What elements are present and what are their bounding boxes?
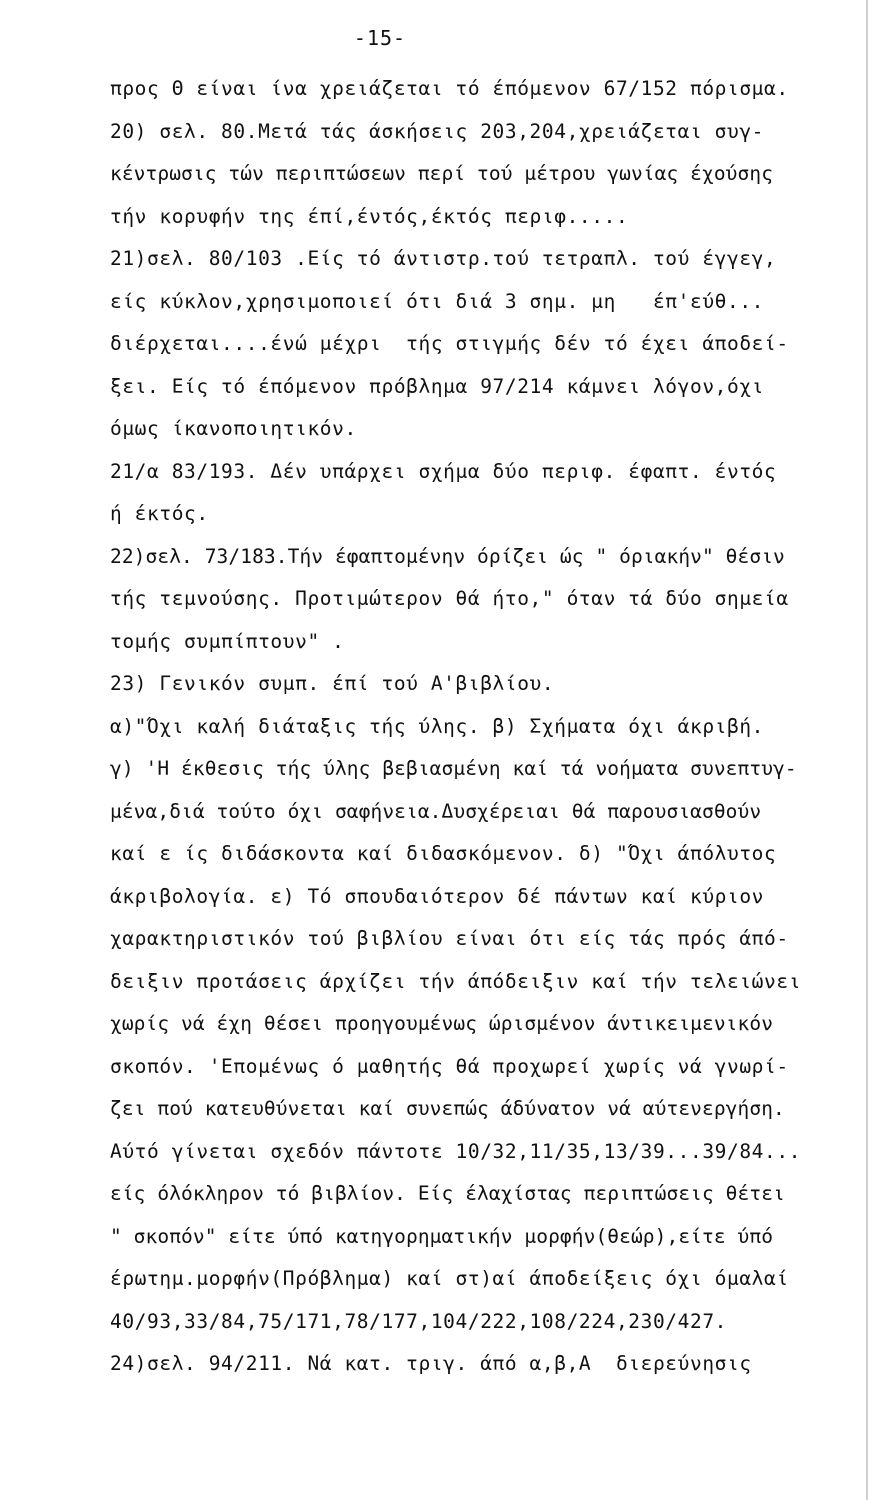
text-line: κέντρωσις τών περιπτώσεων περί τού μέτρου γωνίας έχούσης	[110, 162, 774, 185]
text-line: 24)σελ. 94/211. Νά κατ. τριγ. άπό α,β,Α διερεύνησις	[110, 1352, 752, 1375]
text-line: όμως ίκανοποιητικόν.	[110, 417, 357, 440]
text-line: γ) 'Η έκθεσις τής ύλης βεβιασμένη καί τά νοήματα συνεπτυγ-	[110, 757, 797, 780]
text-line: 21/α 83/193. Δέν υπάρχει σχήμα δύο περιφ. έφαπτ. έντός	[110, 459, 777, 483]
text-line: ζει πού κατευθύνεται καί συνεπώς άδύνατον νά αύτενεργήση.	[110, 1097, 785, 1120]
text-line: " σκοπόν" είτε ύπό κατηγορηματικήν μορφήν(θεώρ),είτε ύπό	[110, 1224, 774, 1248]
text-line: ξει. Είς τό έπόμενον πρόβλημα 97/214 κάμνει λόγον,όχι	[110, 374, 765, 398]
text-line: 22)σελ. 73/183.Τήν έφαπτομένην όρίζει ώς " όριακήν" θέσιν	[110, 544, 785, 568]
text-line: προς Θ είναι ίνα χρειάζεται τό έπόμενον 67/152 πόρισμα.	[110, 77, 789, 100]
text-line: διέρχεται....ένώ μέχρι τής στιγμής δέν τό έχει άποδεί-	[110, 332, 789, 355]
page-body	[110, 68, 860, 1386]
text-line: έρωτημ.μορφήν(Πρόβλημα) καί στ)αί άποδείξεις όχι όμαλαί	[110, 1267, 789, 1290]
text-line: α)"Όχι καλή διάταξις τής ύλης. β) Σχήματα όχι άκριβή.	[110, 714, 765, 738]
text-line: χαρακτηριστικόν τού βιβλίου είναι ότι είς τάς πρός άπό-	[110, 927, 789, 950]
text-line: 23) Γενικόν συμπ. έπί τού Α'βιβλίου.	[110, 672, 555, 695]
text-line: σκοπόν. 'Επομένως ό μαθητής θά προχωρεί χωρίς νά γνωρί-	[110, 1054, 789, 1078]
text-line: μένα,διά τούτο όχι σαφήνεια.Δυσχέρειαι θά παρουσιασθούν	[110, 799, 762, 823]
text-line: τομής συμπίπτουν" .	[110, 629, 345, 653]
text-line: 40/93,33/84,75/171,78/177,104/222,108/224,230/427.	[110, 1309, 727, 1333]
text-line: καί ε ίς διδάσκοντα καί διδασκόμενον. δ) "Όχι άπόλυτος	[110, 842, 777, 865]
text-line: 20) σελ. 80.Μετά τάς άσκήσεις 203,204,χρειάζεται συγ-	[110, 119, 765, 143]
text-line: 21)σελ. 80/103 .Είς τό άντιστρ.τού τετραπλ. τού έγγεγ,	[110, 247, 777, 270]
text-line: δειξιν προτάσεις άρχίζει τήν άπόδειξιν καί τήν τελειώνει	[110, 969, 802, 993]
text-line: χωρίς νά έχη θέσει προηγουμένως ώρισμένον άντικειμενικόν	[110, 1012, 774, 1035]
text-line: είς κύκλον,χρησιμοποιεί ότι διά 3 σημ. μη έπ'εύθ...	[110, 289, 765, 313]
text-line: τήν κορυφήν της έπί,έντός,έκτός περιφ.....	[110, 204, 629, 228]
text-line: Αύτό γίνεται σχεδόν πάντοτε 10/32,11/35,13/39...39/84...	[110, 1139, 802, 1163]
page-number: -15-	[353, 26, 407, 50]
text-line: τής τεμνούσης. Προτιμώτερον θά ήτο," όταν τά δύο σημεία	[110, 587, 789, 610]
page-edge-line	[866, 0, 868, 1500]
text-line: είς όλόκληρον τό βιβλίον. Είς έλαχίστας περιπτώσεις θέτει	[110, 1182, 785, 1205]
text-line: ή έκτός.	[110, 502, 209, 525]
text-line: άκριβολογία. ε) Τό σπουδαιότερον δέ πάντων καί κύριον	[110, 884, 765, 908]
